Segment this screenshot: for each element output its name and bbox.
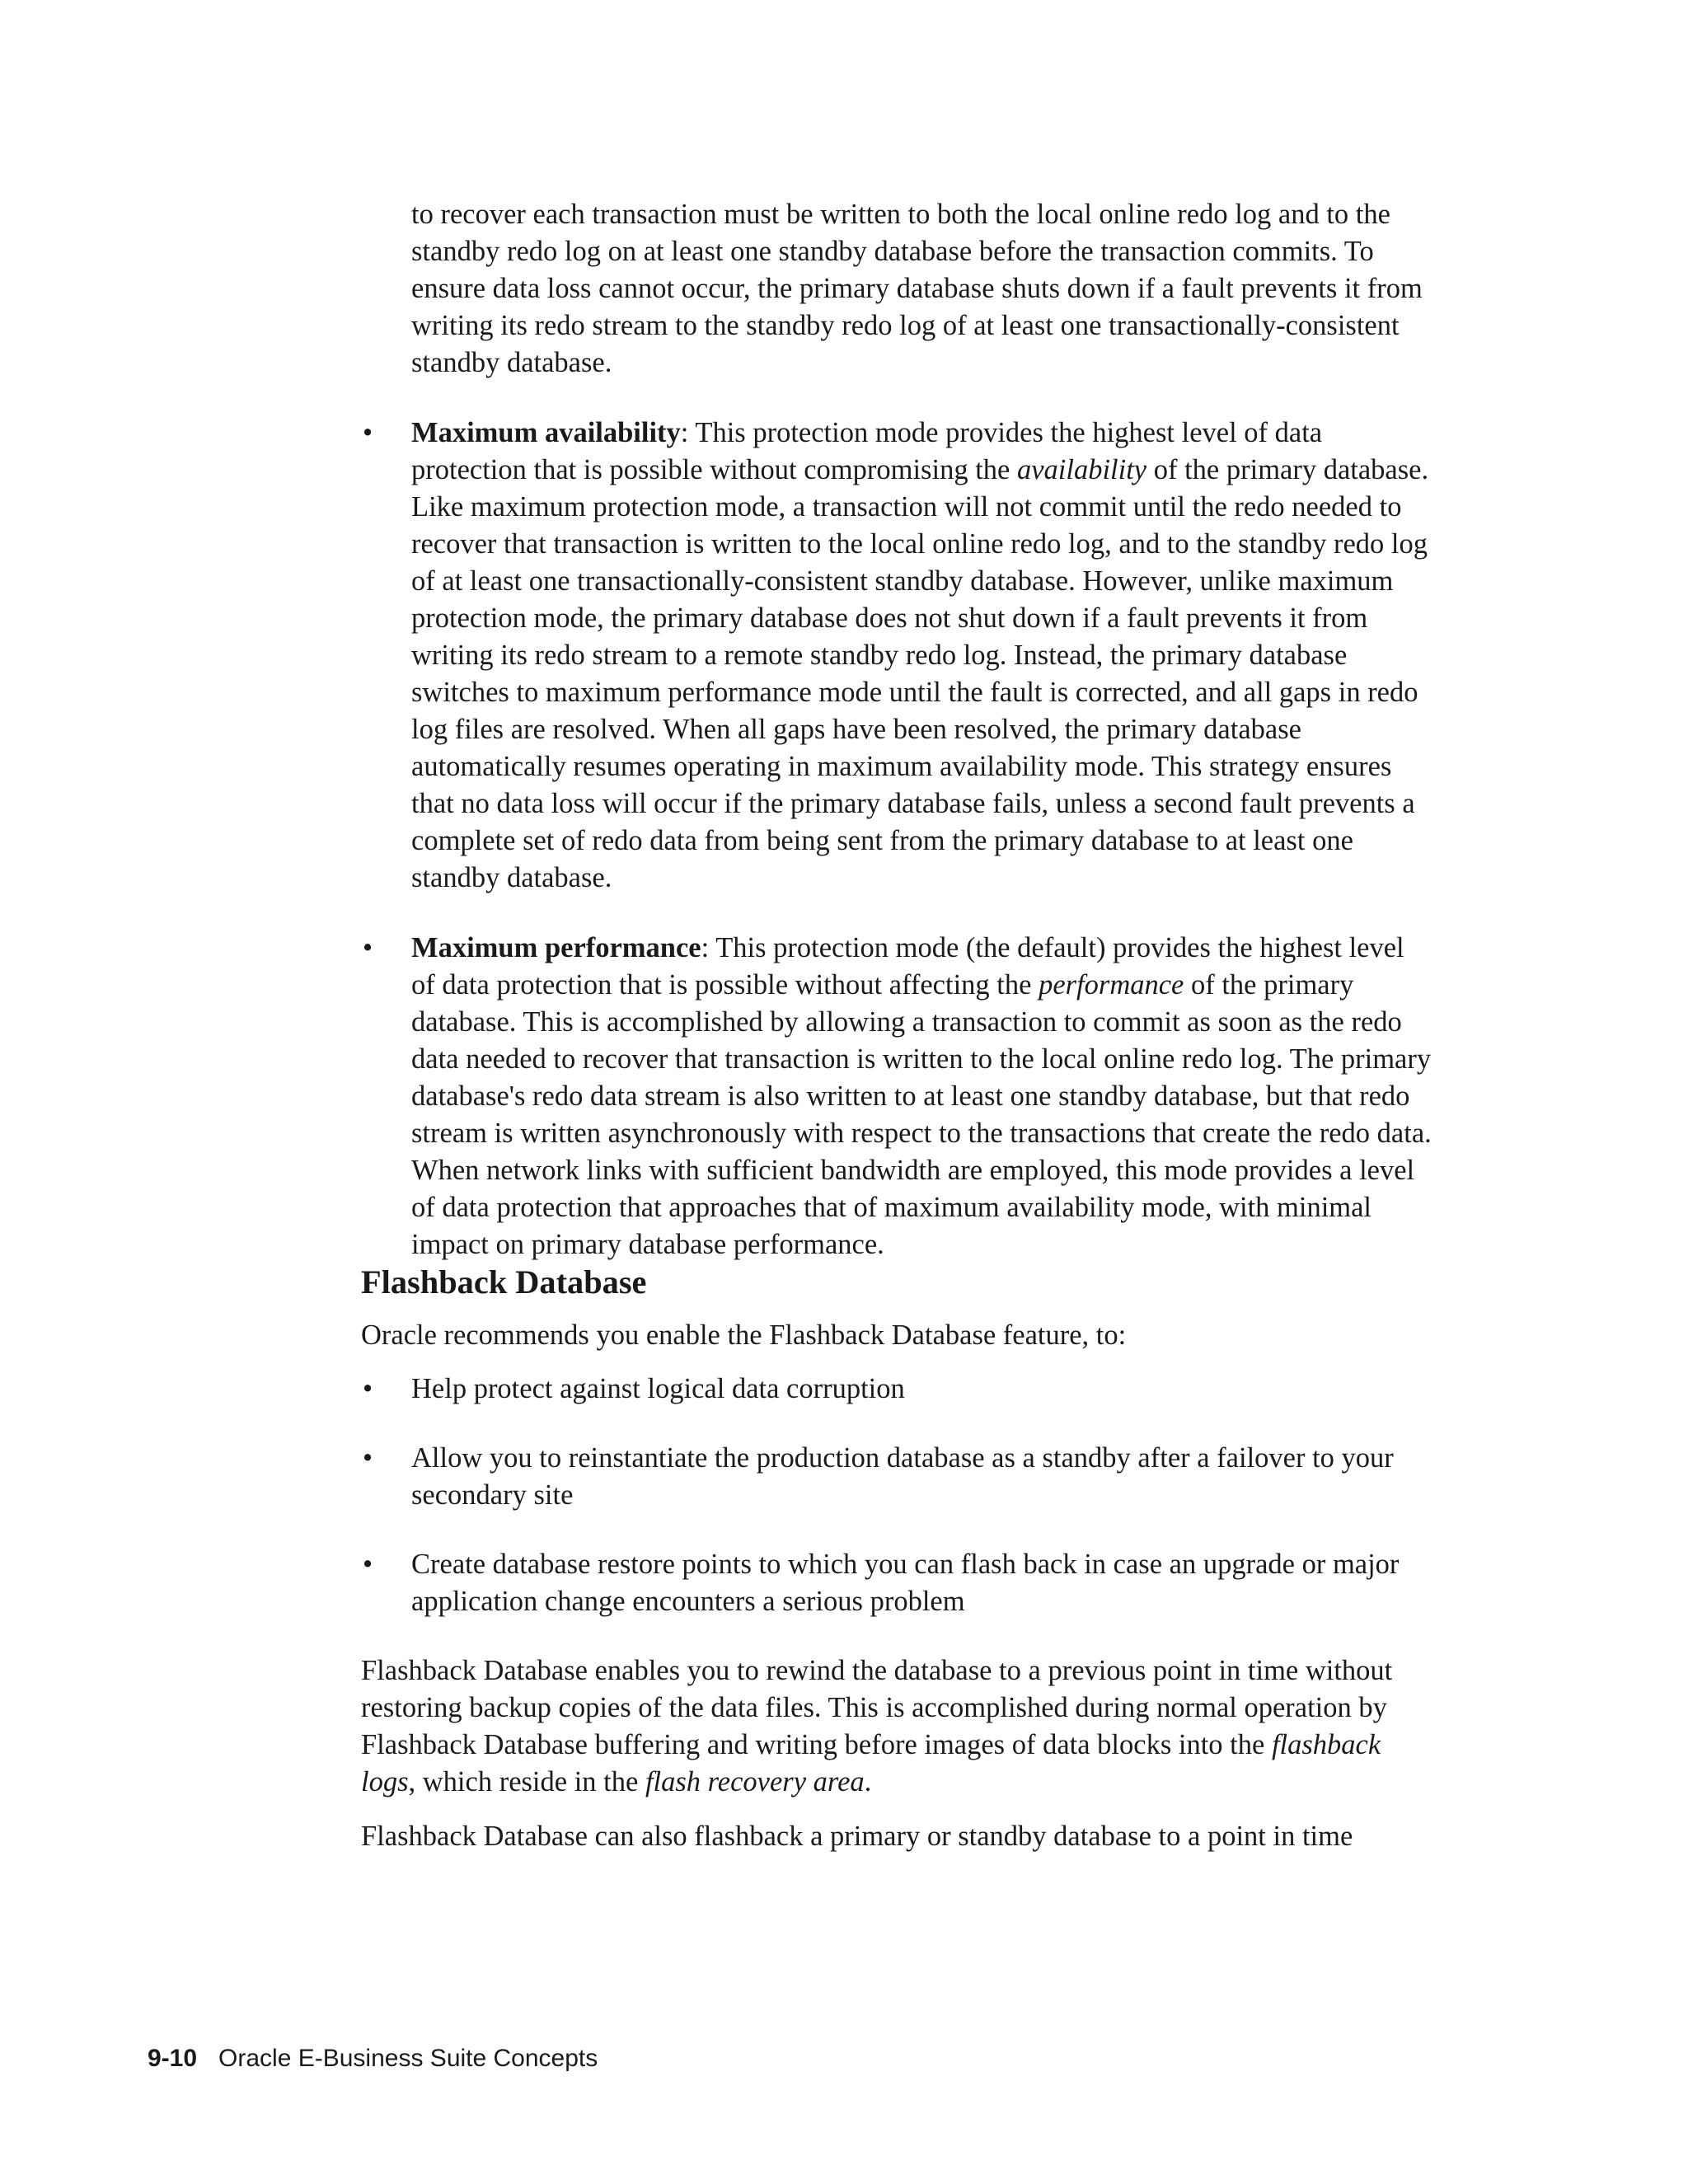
description-text: : This protection mode provides the highest level of data protection that is possible without compromising the — [411, 417, 1323, 485]
list-item-text: Allow you to reinstantiate the production database as a standby after a failover to your secondary site — [411, 1442, 1394, 1511]
list-item — [361, 1546, 1432, 1620]
list-item — [361, 1440, 1432, 1514]
paragraph-text: Flashback Database enables you to rewind the database to a previous point in time without restoring backup copies of the data files. This is accomplished during normal operation by Flashback Database buffering and writing before images of data blocks into the — [361, 1655, 1393, 1760]
list-item-text: Help protect against logical data corruption — [411, 1373, 905, 1404]
page-footer — [148, 2044, 598, 2074]
list-item-text: Create database restore points to which you can flash back in case an upgrade or major application change encounters a serious problem — [411, 1549, 1400, 1617]
bullet-icon: • — [363, 1373, 373, 1404]
emphasis-flash-recovery-area: flash recovery area — [645, 1766, 865, 1797]
page-content — [361, 196, 1432, 1855]
description-text: of the primary database. This is accomplished by allowing a transaction to commit as soon as the redo data needed to recover that transaction is written to the local online redo log. The primary database's redo data stream is also written to at least one standby database, but that redo stream is written asynchronously with respect to the transactions that create the redo data. When network links with sufficient bandwidth are employed, this mode provides a level of data protection that approaches that of maximum availability mode, with minimal impact on primary database performance. — [411, 969, 1432, 1260]
flashback-intro: Oracle recommends you enable the Flashback Database feature, to: — [361, 1319, 1127, 1351]
emphasis-availability: availability — [1016, 454, 1147, 485]
paragraph-text: , which reside in the — [408, 1766, 645, 1797]
bullet-icon: • — [363, 1549, 373, 1580]
continued-paragraph: to recover each transaction must be written to both the local online redo log and to the standby redo log on at least one standby database before the transaction commits. To ensure data loss cannot occur, the primary database shuts down if a fault prevents it from writing its redo stream to the standby redo log of at least one transactionally-consistent standby database. — [411, 199, 1423, 378]
term-maximum-performance: Maximum performance — [411, 932, 701, 963]
flashback-paragraph-2: Flashback Database can also flashback a primary or standby database to a point in time — [361, 1821, 1353, 1852]
paragraph-text: . — [864, 1766, 872, 1797]
emphasis-performance: performance — [1039, 969, 1184, 1001]
description-text: : This protection mode (the default) provides the highest level of data protection that is possible without affecting the — [411, 932, 1404, 1001]
bullet-icon: • — [363, 932, 373, 963]
bullet-icon: • — [363, 417, 373, 448]
flashback-paragraph-1 — [361, 1652, 1432, 1801]
emphasis-flashback-logs: flashback logs — [361, 1729, 1381, 1797]
section-heading-flashback-database: Flashback Database — [361, 1263, 647, 1301]
description-text: of the primary database. Like maximum protection mode, a transaction will not commit until the redo needed to recover that transaction is written to the local online redo log, and to the standby redo log of at least one transactionally-consistent standby database. However, unlike maximum protection mode, the primary database does not shut down if a fault prevents it from writing its redo stream to a remote standby redo log. Instead, the primary database switches to maximum performance mode until the fault is corrected, and all gaps in redo log files are resolved. When all gaps have been resolved, the primary database automatically resumes operating in maximum availability mode. This strategy ensures that no data loss will occur if the primary database fails, unless a second fault prevents a complete set of redo data from being sent from the primary database to at least one standby database. — [411, 454, 1429, 893]
page-number: 9-10 — [148, 2045, 198, 2072]
list-item-maximum-performance — [361, 930, 1432, 1263]
list-item — [361, 1371, 1432, 1408]
book-title: Oracle E-Business Suite Concepts — [218, 2045, 598, 2072]
term-maximum-availability: Maximum availability — [411, 417, 681, 448]
bullet-icon: • — [363, 1442, 373, 1474]
list-item-maximum-availability — [361, 415, 1432, 897]
